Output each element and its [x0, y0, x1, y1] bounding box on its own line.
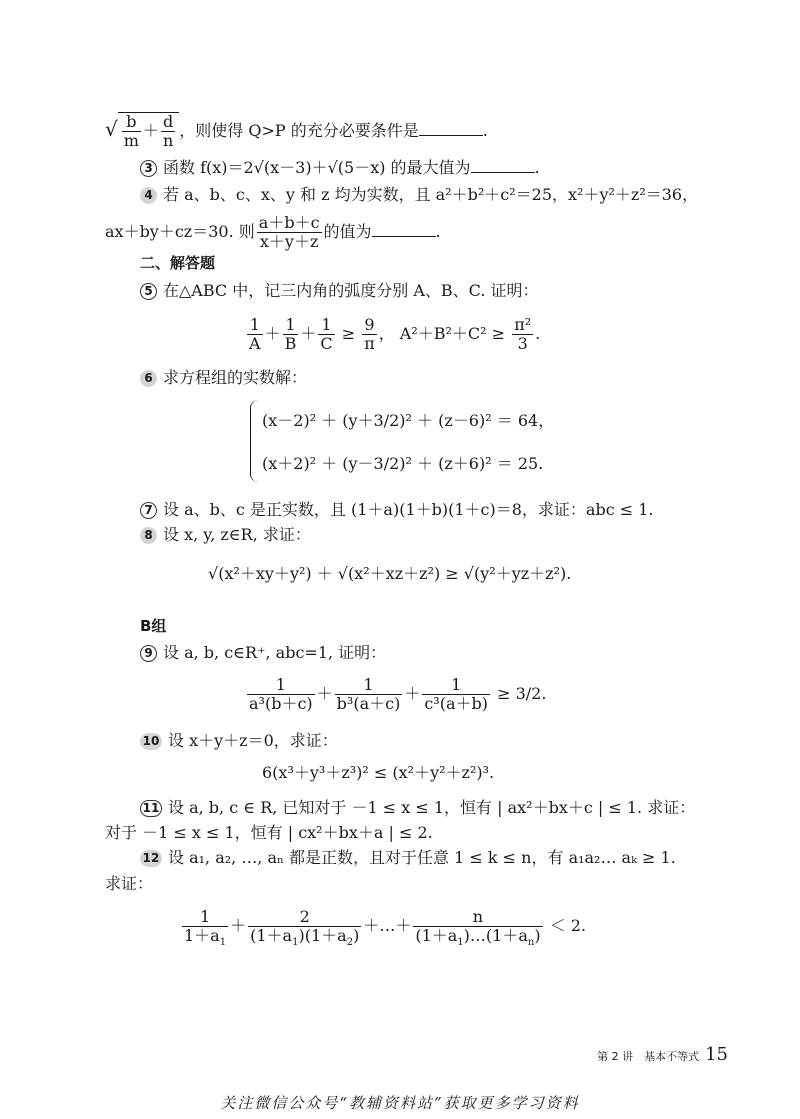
page-number: 15	[705, 1044, 728, 1065]
problem-number-9: 9	[140, 645, 157, 662]
problem-7: 7 设 a、b、c 是正实数，且 (1＋a)(1＋b)(1＋c)＝8，求证：abc ≤ 1.	[140, 497, 654, 523]
problem-9-formula: $\frac{1}{\text{a³(b＋c)}}$ ＋ $\frac{1}{\text{b³(a＋c)}}$ ＋ $\frac{1}{\text{c³(a＋b)}}$ ≥ 3/2.	[249, 675, 547, 713]
problem-11-line-2: 对于 －1 ≤ x ≤ 1，恒有 | cx²＋bx＋a | ≤ 2.	[105, 823, 433, 842]
problem-12-line-2: 求证：	[105, 874, 154, 893]
line-1: √ $\frac{b}{m}$ ＋ $\frac{d}{n}$ ，则使得 Q>P 的充分必要条件是 .	[105, 112, 488, 150]
problem-10-formula: 6(x³＋y³＋z³)² ≤ (x²＋y²＋z²)³.	[262, 763, 495, 782]
section-heading-group-b: B组	[140, 617, 167, 635]
equation-1: (x－2)² ＋ (y＋3/2)² ＋ (z－6)² ＝ 64，	[262, 411, 555, 430]
problem-9: 9 设 a, b, c∈R⁺, abc=1, 证明：	[140, 640, 386, 666]
page-footer	[597, 1044, 728, 1065]
problem-number-10: 10	[140, 733, 162, 750]
problem-4-line-2: ax＋by＋cz＝30. 则 $\frac{a+b+c}{x+y+z}$ 的值为 .	[105, 213, 441, 251]
radical-symbol: √	[105, 117, 118, 141]
radicand: $\frac{b}{m}$ ＋ $\frac{d}{n}$	[118, 112, 180, 150]
problem-8: 8 设 x, y, z∈R, 求证：	[140, 522, 311, 548]
problem-12-formula: $\frac{1}{1+a_1}$ ＋ $\frac{2}{(1+a_1)(1+a_2)}$ ＋…＋ $\frac{n}{(1+a_1)\dots(1+a_n)}$ ＜ 2.	[184, 907, 587, 949]
problem-5-formula: $\frac{1}{A}$ ＋ $\frac{1}{B}$ ＋ $\frac{1}{C}$ ≥ $\frac{9}{\pi}$ ， A²＋B²＋C² ≥ $\frac{\text{π²}}{3}$ .	[249, 315, 541, 353]
answer-blank[interactable]	[419, 121, 483, 136]
section-heading-answers: 二、解答题	[140, 254, 216, 272]
chapter-label: 第 2 讲 基本不等式	[597, 1050, 700, 1063]
problem-10: 10 设 x＋y＋z＝0，求证：	[140, 728, 338, 754]
problem-number-3: 3	[140, 160, 157, 177]
answer-blank[interactable]	[372, 222, 436, 237]
watermark-text: 关注微信公众号“教辅资料站”获取更多学习资料	[220, 1094, 580, 1112]
problem-4: 4 若 a、b、c、x、y 和 z 均为实数，且 a²＋b²＋c²＝25，x²＋y²＋z²＝36，	[140, 182, 698, 208]
problem-number-5: 5	[140, 283, 157, 300]
problem-number-8: 8	[140, 527, 157, 544]
line-1-text: ，则使得 Q>P 的充分必要条件是	[179, 121, 419, 140]
ratio-fraction: $\frac{a+b+c}{x+y+z}$	[258, 213, 320, 251]
answer-blank[interactable]	[471, 158, 535, 173]
problem-11: 11 设 a, b, c ∈ R, 已知对于 －1 ≤ x ≤ 1，恒有 | ax²＋bx＋c | ≤ 1. 求证：	[140, 795, 695, 821]
problem-number-6: 6	[140, 370, 157, 387]
problem-5: 5 在△ABC 中，记三内角的弧度分别 A、B、C. 证明：	[140, 278, 539, 304]
system-brace	[250, 400, 261, 482]
problem-12: 12 设 a₁, a₂, …, aₙ 都是正数，且对于任意 1 ≤ k ≤ n，有 a₁a₂… aₖ ≥ 1.	[140, 845, 676, 871]
problem-8-formula: √(x²＋xy＋y²) ＋ √(x²＋xz＋z²) ≥ √(y²＋yz＋z²).	[208, 564, 572, 583]
problem-3: 3 函数 f(x)＝2√(x－3)＋√(5－x) 的最大值为 .	[140, 155, 540, 181]
problem-number-12: 12	[140, 850, 162, 867]
problem-number-4: 4	[140, 187, 157, 204]
problem-number-11: 11	[140, 800, 162, 817]
equation-2: (x＋2)² ＋ (y－3/2)² ＋ (z＋6)² ＝ 25.	[262, 454, 544, 473]
problem-6: 6 求方程组的实数解：	[140, 365, 307, 391]
problem-number-7: 7	[140, 502, 157, 519]
